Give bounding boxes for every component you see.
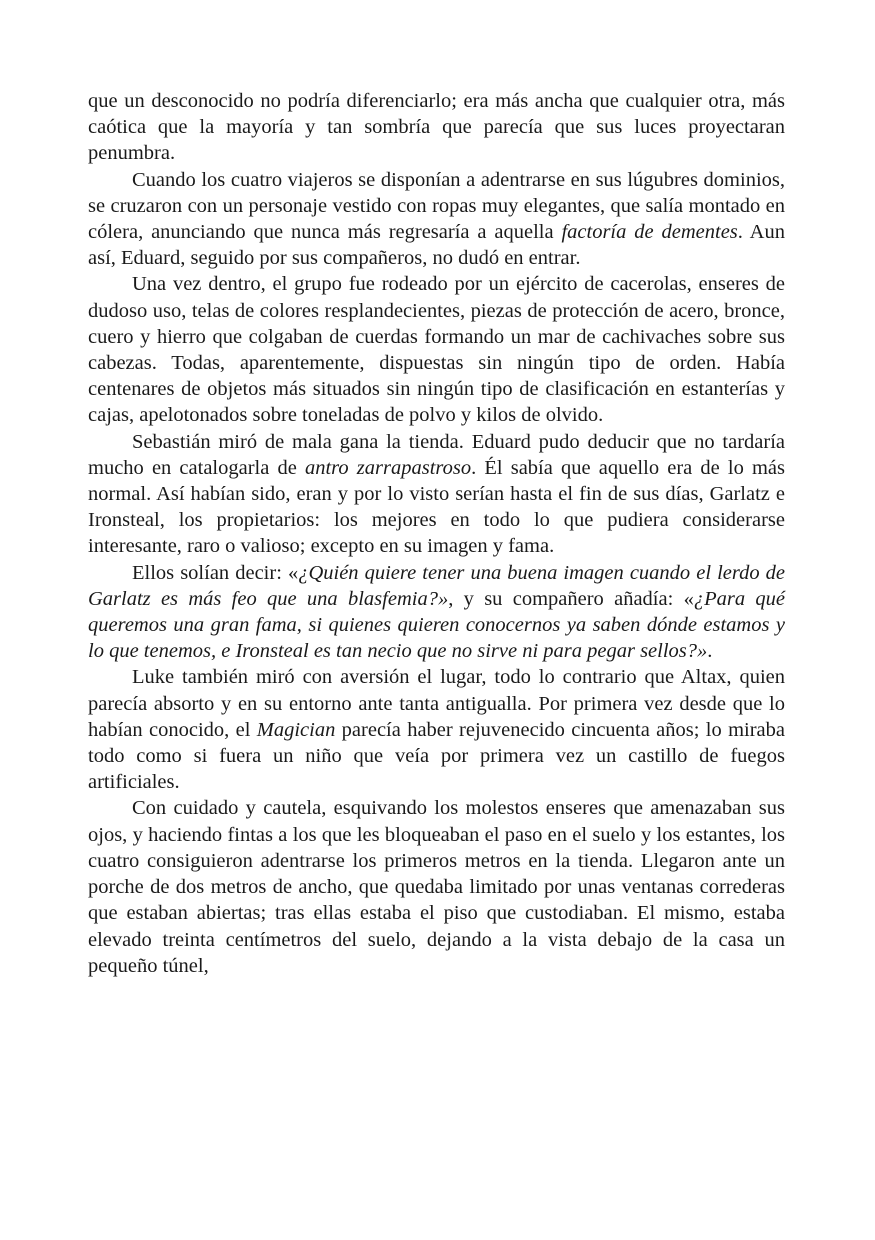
paragraph-text: . Aun así, Eduard, seguido por sus compañeros, no dudó en entrar. (88, 221, 785, 270)
paragraph-5 (88, 560, 785, 665)
italic-quote: ¿Quién quiere tener una buena imagen cuando el lerdo de Garlatz es más feo que una blasfemia?» (88, 561, 785, 610)
paragraph-text: . (707, 640, 713, 663)
paragraph-text: . Él sabía que aquello era de lo más normal. Así habían sido, eran y por lo visto serían hasta el fin de sus días, Garlatz e Ironsteal, los propietarios: los mejores en todo lo que pudiera considerarse interesante, raro o valioso; excepto en su imagen y fama. (88, 456, 785, 558)
italic-quote: ¿Para qué queremos una gran fama, si quienes quieren conocernos ya saben dónde estamos y lo que tenemos, e Ironsteal es tan necio que no sirve ni para pegar sellos?» (88, 587, 785, 663)
paragraph-text: Luke también miró con aversión el lugar, todo lo contrario que Altax, quien parecía absorto y en su entorno ante tanta antigualla. Por primera vez desde que lo habían conocido, el (88, 666, 785, 741)
paragraph-7 (88, 795, 785, 978)
paragraph-4 (88, 429, 785, 560)
paragraph-text: Con cuidado y cautela, esquivando los molestos enseres que amenazaban sus ojos, y haciendo fintas a los que les bloqueaban el paso en el suelo y los estantes, los cuatro consiguieron adentrarse los primeros metros en la tienda. Llegaron ante un porche de dos metros de ancho, que quedaba limitado por unas ventanas correderas que estaban abiertas; tras ellas estaba el piso que custodiaban. El mismo, estaba elevado treinta centímetros del suelo, dejando a la vista debajo de la casa un pequeño túnel, (88, 797, 785, 977)
paragraph-1 (88, 88, 785, 167)
paragraph-text: que un desconocido no podría diferenciarlo; era más ancha que cualquier otra, más caótica que la mayoría y tan sombría que parecía que sus luces proyectaran penumbra. (88, 90, 785, 165)
paragraph-text: parecía haber rejuvenecido cincuenta años; lo miraba todo como si fuera un niño que veía por primera vez un castillo de fuegos artificiales. (88, 718, 785, 794)
paragraph-3 (88, 271, 785, 428)
italic-phrase: Magician (256, 718, 336, 741)
paragraph-text: , y su compañero añadía: « (448, 587, 694, 610)
paragraph-text: Cuando los cuatro viajeros se disponían a adentrarse en sus lúgubres dominios, se cruzaron con un personaje vestido con ropas muy elegantes, que salía montado en cólera, anunciando que nunca más regresaría a aquella (88, 168, 785, 244)
paragraph-text: Ellos solían decir: « (132, 561, 299, 584)
paragraph-2 (88, 167, 785, 272)
document-page (88, 88, 785, 979)
paragraph-6 (88, 664, 785, 795)
paragraph-text: Sebastián miró de mala gana la tienda. Eduard pudo deducir que no tardaría mucho en catalogarla de (88, 430, 785, 479)
paragraph-text: Una vez dentro, el grupo fue rodeado por un ejército de cacerolas, enseres de dudoso uso, telas de colores resplandecientes, piezas de protección de acero, bronce, cuero y hierro que colgaban de cuerdas formando un mar de cachivaches sobre sus cabezas. Todas, aparentemente, dispuestas sin ningún tipo de orden. Había centenares de objetos más situados sin ningún tipo de clasificación en estanterías y cajas, apelotonados sobre toneladas de polvo y kilos de olvido. (88, 273, 785, 427)
italic-phrase: antro zarrapastroso (304, 456, 472, 479)
italic-phrase: factoría de dementes (561, 221, 738, 244)
